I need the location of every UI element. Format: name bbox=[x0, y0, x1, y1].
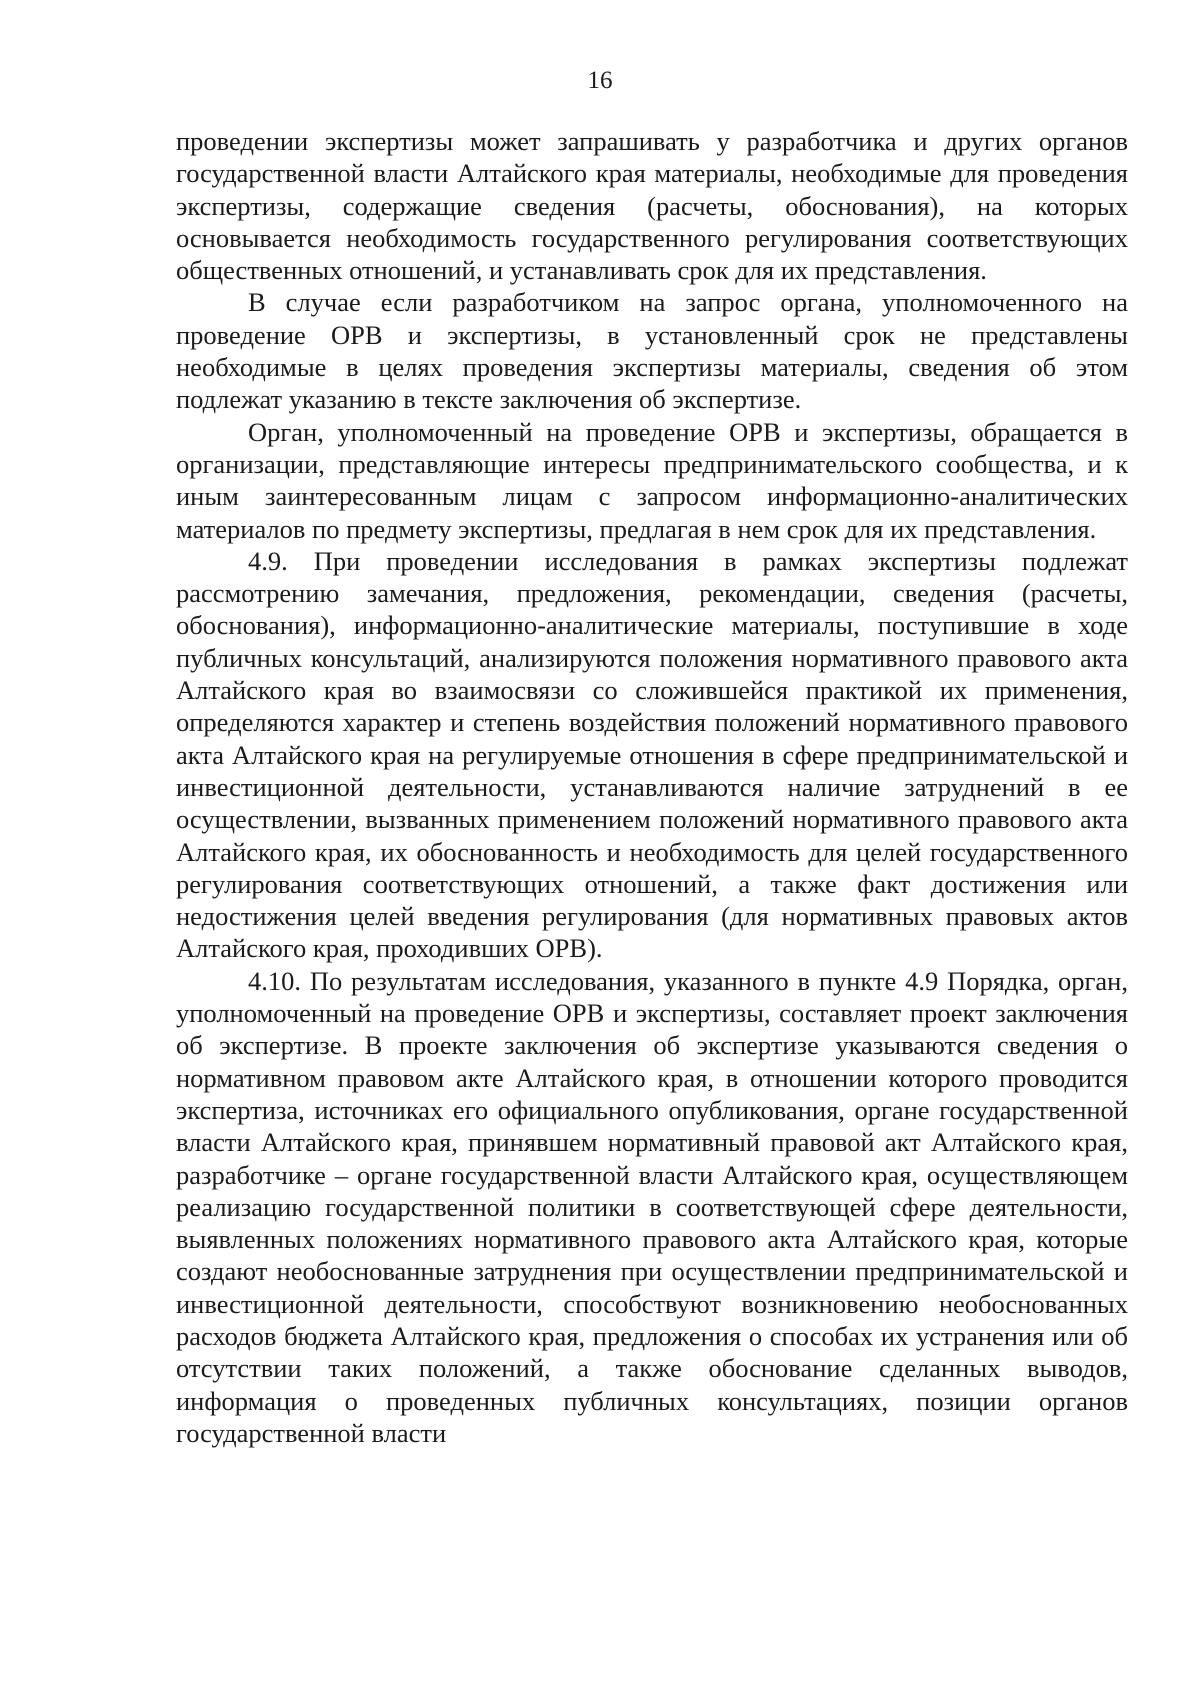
paragraph-business-request: Орган, уполномоченный на проведение ОРВ и экспертизы, обращается в организации, представляющие интересы предпринимательского сообщества, и к иным заинтересованным лицам с запросом информационно-аналитических материалов по предмету экспертизы, предлагая в нем срок для их представления. bbox=[176, 416, 1128, 544]
paragraph-developer-response: В случае если разработчиком на запрос органа, уполномоченного на проведение ОРВ и экспертизы, в установленный срок не представлены необходимые в целях проведения экспертизы материалы, сведения об этом подлежат указанию в тексте заключения об экспертизе. bbox=[176, 287, 1128, 415]
page-number: 16 bbox=[587, 67, 613, 94]
document-body bbox=[176, 125, 1128, 1449]
paragraph-continuation: проведении экспертизы может запрашивать у разработчика и других органов государственной власти Алтайского края материалы, необходимые для проведения экспертизы, содержащие сведения (расчеты, обоснования), на которых основывается необходимость государственного регулирования соответствующих общественных отношений, и устанавливать срок для их представления. bbox=[176, 126, 1128, 286]
paragraph-clause-4-10: 4.10. По результатам исследования, указанного в пункте 4.9 Порядка, орган, уполномоченный на проведение ОРВ и экспертизы, составляет проект заключения об экспертизе. В проекте заключения об экспертизе указываются сведения о нормативном правовом акте Алтайского края, в отношении которого проводится экспертиза, источниках его официального опубликования, органе государственной власти Алтайского края, принявшем нормативный правовой акт Алтайского края, разработчике – органе государственной власти Алтайского края, осуществляющем реализацию государственной политики в соответствующей сфере деятельности, выявленных положениях нормативного правового акта Алтайского края, которые создают необоснованные затруднения при осуществлении предпринимательской и инвестиционной деятельности, способствуют возникновению необоснованных расходов бюджета Алтайского края, предложения о способах их устранения или об отсутствии таких положений, а также обоснование сделанных выводов, информация о проведенных публичных консультациях, позиции органов государственной власти bbox=[176, 965, 1128, 1448]
paragraph-clause-4-9: 4.9. При проведении исследования в рамках экспертизы подлежат рассмотрению замечания, предложения, рекомендации, сведения (расчеты, обоснования), информационно-аналитические материалы, поступившие в ходе публичных консультаций, анализируются положения нормативного правового акта Алтайского края во взаимосвязи со сложившейся практикой их применения, определяются характер и степень воздействия положений нормативного правового акта Алтайского края на регулируемые отношения в сфере предпринимательской и инвестиционной деятельности, устанавливаются наличие затруднений в ее осуществлении, вызванных применением положений нормативного правового акта Алтайского края, их обоснованность и необходимость для целей государственного регулирования соответствующих отношений, а также факт достижения или недостижения целей введения регулирования (для нормативных правовых актов Алтайского края, проходивших ОРВ). bbox=[176, 545, 1128, 964]
